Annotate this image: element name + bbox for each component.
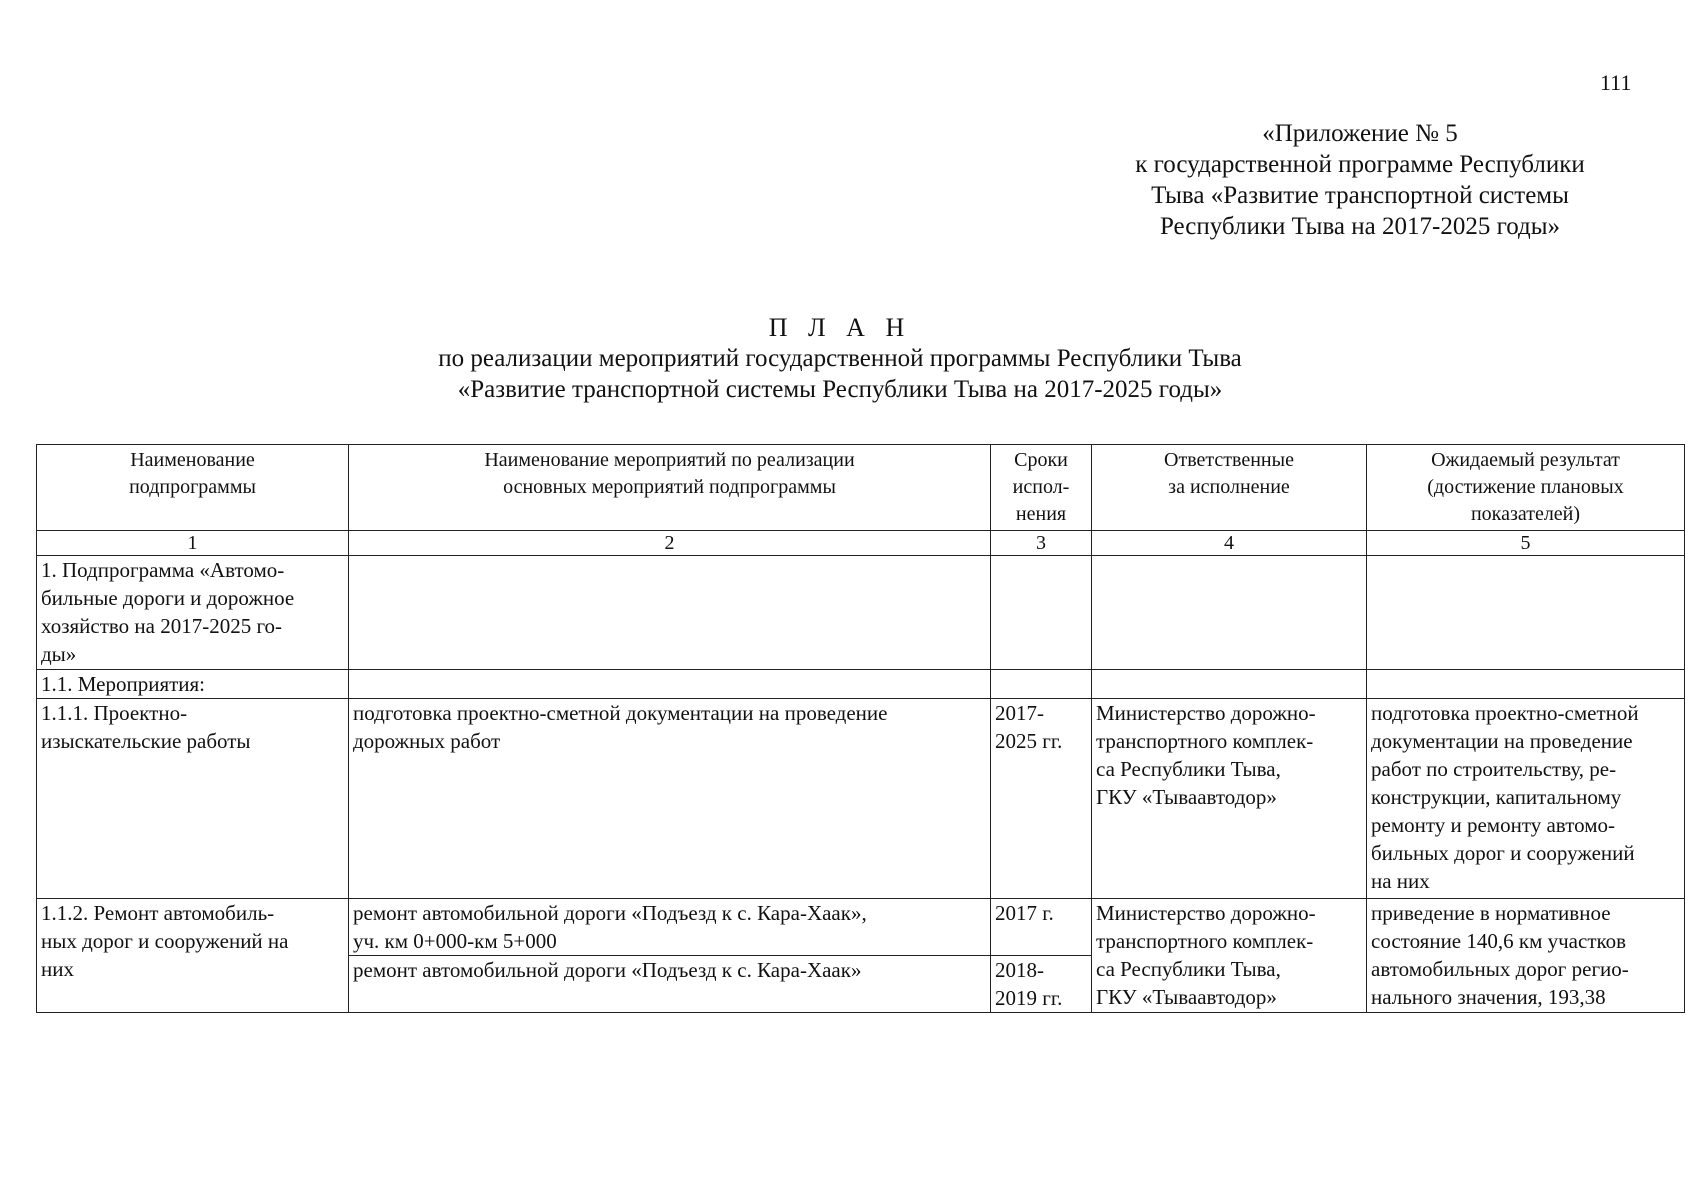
activity-description: ремонт автомобильной дороги «Подъезд к с. Кара-Хаак» — [349, 956, 991, 1013]
header-result: Ожидаемый результат (достижение плановых показателей) — [1367, 445, 1685, 531]
table-header-row — [37, 445, 1685, 531]
column-number: 3 — [991, 531, 1092, 556]
activity-term: 2018- 2019 гг. — [991, 956, 1092, 1013]
table-row — [37, 899, 1685, 956]
appendix-line: «Приложение № 5 — [1262, 120, 1458, 147]
activity-term: 2017 г. — [991, 899, 1092, 956]
table-row — [37, 699, 1685, 899]
activity-term: 2017- 2025 гг. — [991, 699, 1092, 899]
header-subprogram: Наименование подпрограммы — [37, 445, 349, 531]
subprogram-row — [37, 556, 1685, 670]
empty-cell — [349, 670, 991, 699]
activity-result: приведение в нормативное состояние 140,6 км участков автомобильных дорог регио- нального значения, 193,38 — [1367, 899, 1685, 1013]
header-activities: Наименование мероприятий по реализации основных мероприятий подпрограммы — [349, 445, 991, 531]
empty-cell — [1367, 670, 1685, 699]
column-number: 1 — [37, 531, 349, 556]
empty-cell — [1367, 556, 1685, 670]
activities-label: 1.1. Мероприятия: — [37, 670, 349, 699]
activity-group-name: 1.1.2. Ремонт автомобиль- ных дорог и сооружений на них — [37, 899, 349, 1013]
header-responsible: Ответственные за исполнение — [1092, 445, 1367, 531]
plan-table — [36, 444, 1685, 1013]
column-number-row — [37, 531, 1685, 556]
column-number: 4 — [1092, 531, 1367, 556]
plan-subtitle-line: по реализации мероприятий государственной программы Республики Тыва — [438, 345, 1242, 372]
activity-group-name: 1.1.1. Проектно- изыскательские работы — [37, 699, 349, 899]
empty-cell — [349, 556, 991, 670]
header-terms: Сроки испол- нения — [991, 445, 1092, 531]
plan-subtitle-line: «Развитие транспортной системы Республики Тыва на 2017-2025 годы» — [457, 376, 1223, 403]
empty-cell — [991, 556, 1092, 670]
appendix-line: к государственной программе Республики — [1135, 151, 1585, 178]
appendix-header — [1080, 118, 1640, 242]
column-number: 2 — [349, 531, 991, 556]
activity-responsible: Министерство дорожно- транспортного комплек- са Республики Тыва, ГКУ «Тываавтодор» — [1092, 699, 1367, 899]
appendix-line: Республики Тыва на 2017-2025 годы» — [1159, 213, 1561, 240]
appendix-line: Тыва «Развитие транспортной системы — [1151, 182, 1569, 209]
column-number: 5 — [1367, 531, 1685, 556]
page-number: 111 — [1600, 70, 1632, 95]
plan-title: П Л А Н — [768, 313, 912, 342]
activity-description: подготовка проектно-сметной документации на проведение дорожных работ — [349, 699, 991, 899]
activity-responsible: Министерство дорожно- транспортного комплек- са Республики Тыва, ГКУ «Тываавтодор» — [1092, 899, 1367, 1013]
empty-cell — [1092, 556, 1367, 670]
empty-cell — [991, 670, 1092, 699]
empty-cell — [1092, 670, 1367, 699]
subprogram-name: 1. Подпрограмма «Автомо- бильные дороги и дорожное хозяйство на 2017-2025 го- ды» — [37, 556, 349, 670]
activity-result: подготовка проектно-сметной документации на проведение работ по строительству, ре- конструкции, капитальному ремонту и ремонту автомо- бильных дорог и сооружений на них — [1367, 699, 1685, 899]
activities-label-row — [37, 670, 1685, 699]
activity-description: ремонт автомобильной дороги «Подъезд к с. Кара-Хаак», уч. км 0+000-км 5+000 — [349, 899, 991, 956]
plan-subtitle — [190, 343, 1490, 405]
